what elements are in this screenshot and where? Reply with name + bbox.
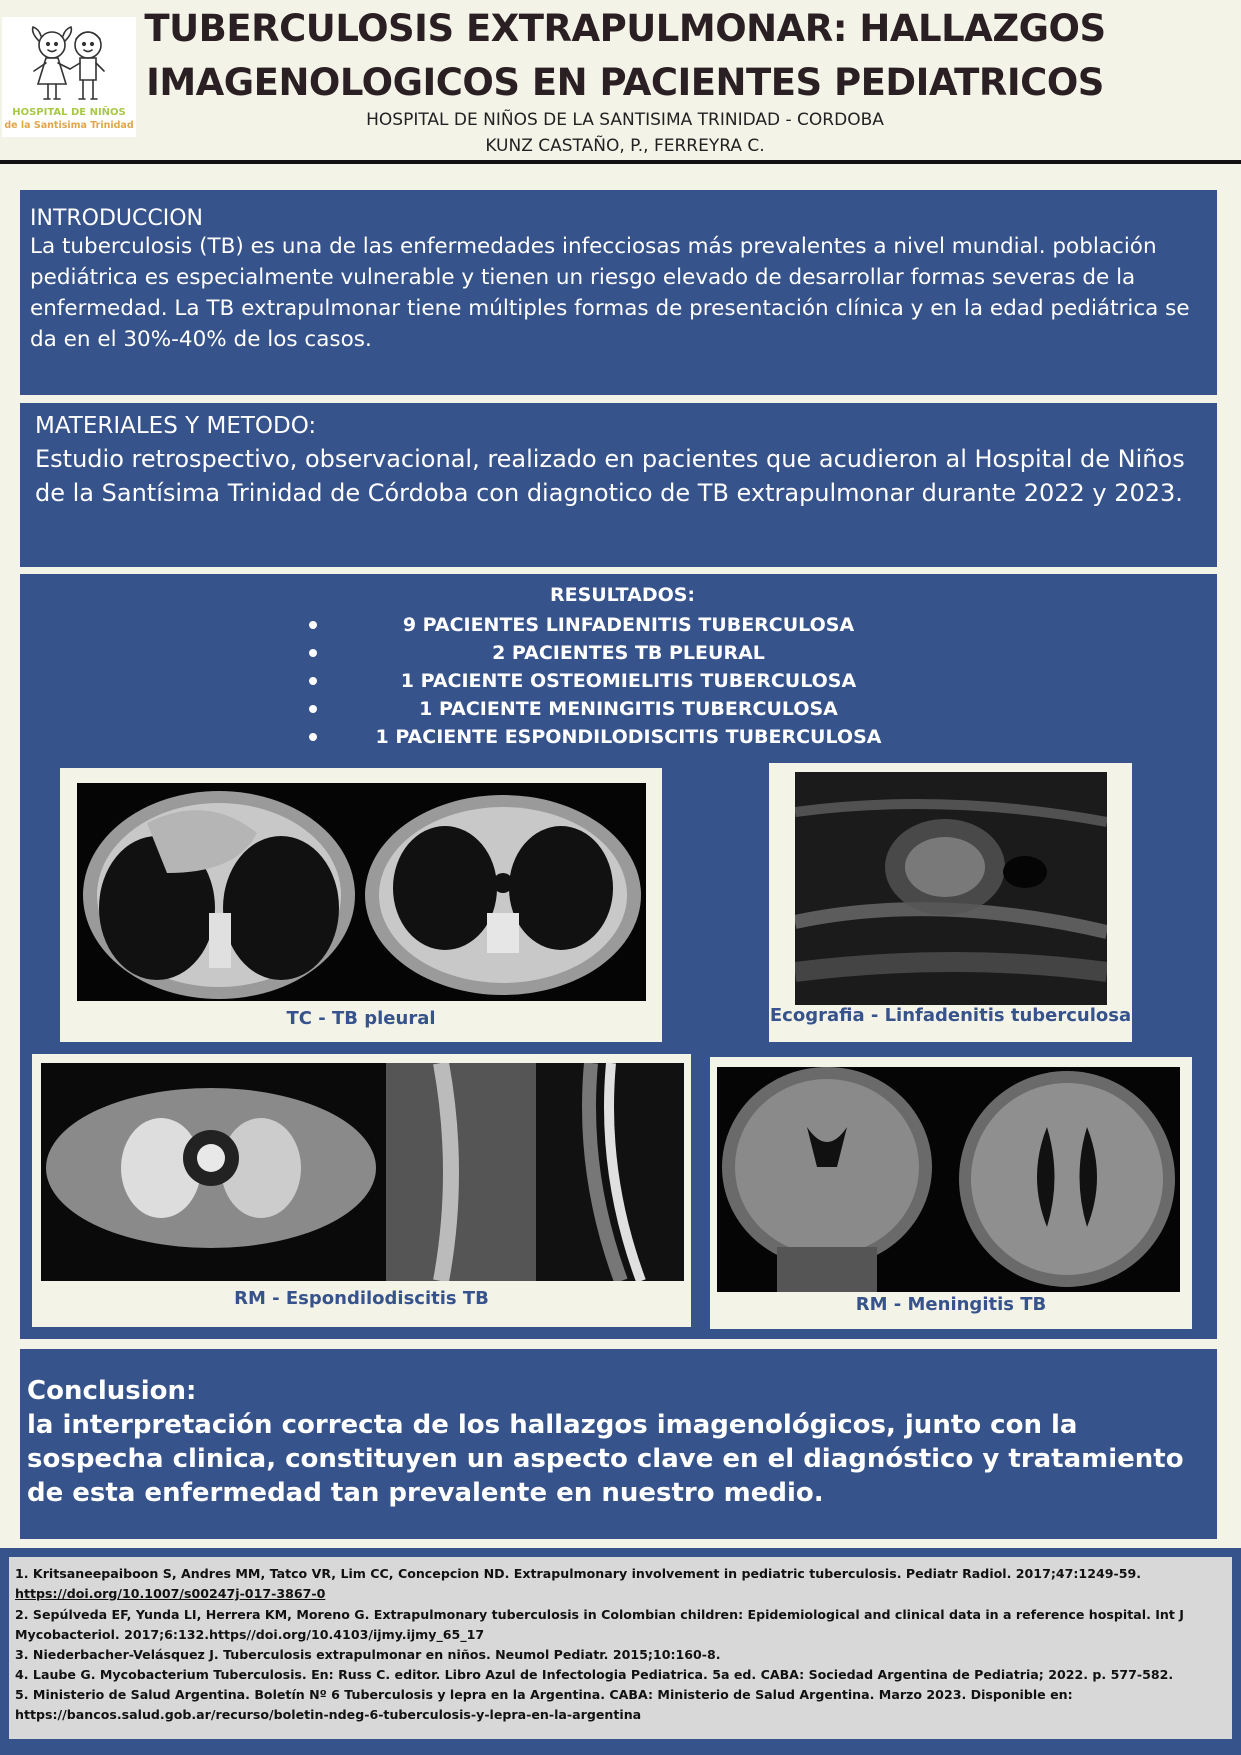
- result-item: [20, 667, 1217, 695]
- authors: KUNZ CASTAÑO, P., FERREYRA C.: [485, 136, 765, 156]
- ct-figure: [60, 768, 662, 1042]
- reference-1: 1. Kritsaneepaiboon S, Andres MM, Tatco VR, Lim CC, Concepcion ND. Extrapulmonary involvement in pediatric tuberculosis. Pediatr Radiol. 2017;47:1249-59.: [15, 1566, 1142, 1581]
- result-item-text: 1 PACIENTE MENINGITIS TUBERCULOSA: [419, 698, 838, 720]
- mri-spine-figure: [32, 1054, 691, 1327]
- conclusion-heading: Conclusion:: [27, 1376, 197, 1406]
- bullet-icon: [309, 733, 317, 741]
- bullet-icon: [309, 621, 317, 629]
- result-item: [20, 639, 1217, 667]
- conclusion-panel: [20, 1349, 1217, 1539]
- references-box: [9, 1557, 1232, 1739]
- mri-spine-image: [41, 1063, 684, 1281]
- hospital-logo: [2, 17, 136, 137]
- introduction-panel: [20, 190, 1217, 395]
- result-item-text: 9 PACIENTES LINFADENITIS TUBERCULOSA: [402, 614, 855, 636]
- result-item: [20, 611, 1217, 639]
- ultrasound-image: [795, 772, 1107, 1005]
- mri-brain-image: [717, 1067, 1180, 1292]
- mri-brain-figure: [710, 1057, 1192, 1329]
- mri-spine-caption: RM - Espondilodiscitis TB: [234, 1288, 489, 1309]
- ultrasound-figure: [769, 763, 1132, 1042]
- results-panel: [20, 574, 1217, 1339]
- result-item-text: 1 PACIENTE OSTEOMIELITIS TUBERCULOSA: [400, 670, 857, 692]
- logo-text-line2: de la Santisima Trinidad: [4, 120, 134, 131]
- mri-brain-caption: RM - Meningitis TB: [855, 1294, 1047, 1315]
- reference-5: 5. Ministerio de Salud Argentina. Boletín Nº 6 Tuberculosis y lepra en la Argentina. CABA: Ministerio de Salud Argentina. Marzo 2023. Disponible en:: [15, 1687, 1073, 1702]
- institution: HOSPITAL DE NIÑOS DE LA SANTISIMA TRINIDAD - CORDOBA: [366, 110, 884, 130]
- results-heading: RESULTADOS:: [549, 584, 696, 606]
- introduction-body: La tuberculosis (TB) es una de las enfermedades infecciosas más prevalentes a nivel mundial. población pediátrica es especialmente vulnerable y tienen un riesgo elevado de desarrollar formas severas de la enfermedad. La TB extrapulmonar tiene múltiples formas de presentación clínica y en la edad pediátrica se da en el 30%-40% de los casos.: [30, 234, 1190, 352]
- ultrasound-caption: Ecografia - Linfadenitis tuberculosa: [769, 1005, 1132, 1026]
- children-illustration: [2, 17, 136, 107]
- reference-2: 2. Sepúlveda EF, Yunda LI, Herrera KM, Moreno G. Extrapulmonary tuberculosis in Colombian children: Epidemiological and clinical data in a reference hospital. Int J: [15, 1607, 1184, 1622]
- methods-panel: [20, 403, 1217, 567]
- result-item-text: 1 PACIENTE ESPONDILODISCITIS TUBERCULOSA: [375, 726, 882, 748]
- bullet-icon: [309, 649, 317, 657]
- result-item: [20, 695, 1217, 723]
- bullet-icon: [309, 677, 317, 685]
- result-item: [20, 723, 1217, 751]
- introduction-heading: INTRODUCCION: [30, 206, 204, 231]
- methods-body: Estudio retrospectivo, observacional, realizado en pacientes que acudieron al Hospital de Niños de la Santísima Trinidad de Córdoba con diagnotico de TB extrapulmonar durante 2022 y 2023.: [35, 445, 1185, 507]
- ct-image: [77, 783, 646, 1001]
- reference-2-cont: Mycobacteriol. 2017;6:132.https//doi.org/10.4103/ijmy.ijmy_65_17: [15, 1627, 485, 1642]
- header-divider: [0, 160, 1241, 164]
- results-list: [20, 611, 1217, 751]
- conclusion-body: la interpretación correcta de los hallazgos imagenológicos, junto con la sospecha clinica, constituyen un aspecto clave en el diagnóstico y tratamiento de esta enfermedad tan prevalente en nuestro medio.: [27, 1410, 1184, 1508]
- reference-5-link[interactable]: https://bancos.salud.gob.ar/recurso/boletin-ndeg-6-tuberculosis-y-lepra-en-la-argentina: [15, 1707, 642, 1722]
- result-item-text: 2 PACIENTES TB PLEURAL: [492, 642, 765, 664]
- reference-4: 4. Laube G. Mycobacterium Tuberculosis. En: Russ C. editor. Libro Azul de Infectologia Pediatrica. 5a ed. CABA: Sociedad Argentina de Pediatria; 2022. p. 577-582.: [15, 1667, 1174, 1682]
- ct-caption: TC - TB pleural: [286, 1008, 436, 1029]
- reference-3: 3. Niederbacher-Velásquez J. Tuberculosis extrapulmonar en niños. Neumol Pediatr. 2015;10:160-8.: [15, 1647, 721, 1662]
- reference-1-link[interactable]: https://doi.org/10.1007/s00247j-017-3867-0: [15, 1586, 326, 1601]
- title-line-1: TUBERCULOSIS EXTRAPULMONAR: HALLAZGOS: [144, 7, 1106, 50]
- title-line-2: IMAGENOLOGICOS EN PACIENTES PEDIATRICOS: [146, 61, 1104, 104]
- poster-title: [140, 2, 1110, 110]
- methods-heading: MATERIALES Y METODO:: [35, 413, 317, 439]
- bullet-icon: [309, 705, 317, 713]
- logo-text-line1: HOSPITAL DE NIÑOS: [12, 107, 126, 118]
